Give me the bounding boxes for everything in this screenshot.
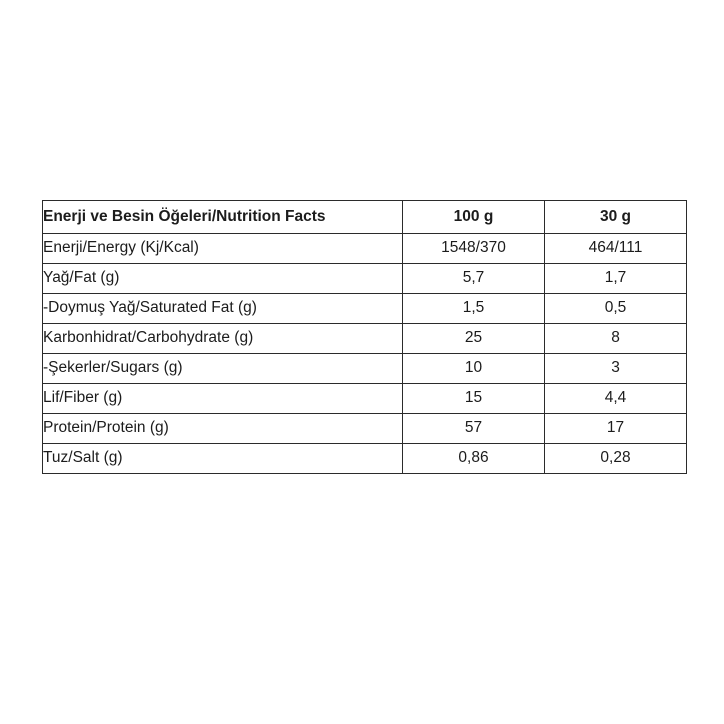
table-row	[43, 294, 687, 324]
row-value-30g: 0,5	[545, 294, 687, 324]
row-label: Protein/Protein (g)	[43, 414, 403, 444]
row-value-30g: 464/111	[545, 234, 687, 264]
row-value-100g: 0,86	[403, 444, 545, 474]
table-row	[43, 264, 687, 294]
row-value-30g: 8	[545, 324, 687, 354]
row-value-100g: 57	[403, 414, 545, 444]
row-label: Enerji/Energy (Kj/Kcal)	[43, 234, 403, 264]
row-value-30g: 1,7	[545, 264, 687, 294]
row-value-30g: 4,4	[545, 384, 687, 414]
table-row	[43, 234, 687, 264]
table-header-row	[43, 201, 687, 234]
row-label: Lif/Fiber (g)	[43, 384, 403, 414]
nutrition-table-container	[42, 200, 686, 474]
row-value-100g: 15	[403, 384, 545, 414]
table-row	[43, 384, 687, 414]
row-value-30g: 0,28	[545, 444, 687, 474]
table-row	[43, 354, 687, 384]
column-header-nutrient: Enerji ve Besin Öğeleri/Nutrition Facts	[43, 201, 403, 234]
table-row	[43, 324, 687, 354]
table-row	[43, 444, 687, 474]
row-label: Yağ/Fat (g)	[43, 264, 403, 294]
nutrition-facts-table	[42, 200, 687, 474]
row-value-30g: 3	[545, 354, 687, 384]
column-header-per-100g: 100 g	[403, 201, 545, 234]
row-label: Tuz/Salt (g)	[43, 444, 403, 474]
row-label: -Şekerler/Sugars (g)	[43, 354, 403, 384]
row-value-100g: 10	[403, 354, 545, 384]
row-value-100g: 1548/370	[403, 234, 545, 264]
row-label: -Doymuş Yağ/Saturated Fat (g)	[43, 294, 403, 324]
row-value-100g: 1,5	[403, 294, 545, 324]
row-value-100g: 5,7	[403, 264, 545, 294]
row-value-30g: 17	[545, 414, 687, 444]
row-value-100g: 25	[403, 324, 545, 354]
row-label: Karbonhidrat/Carbohydrate (g)	[43, 324, 403, 354]
table-row	[43, 414, 687, 444]
column-header-per-30g: 30 g	[545, 201, 687, 234]
